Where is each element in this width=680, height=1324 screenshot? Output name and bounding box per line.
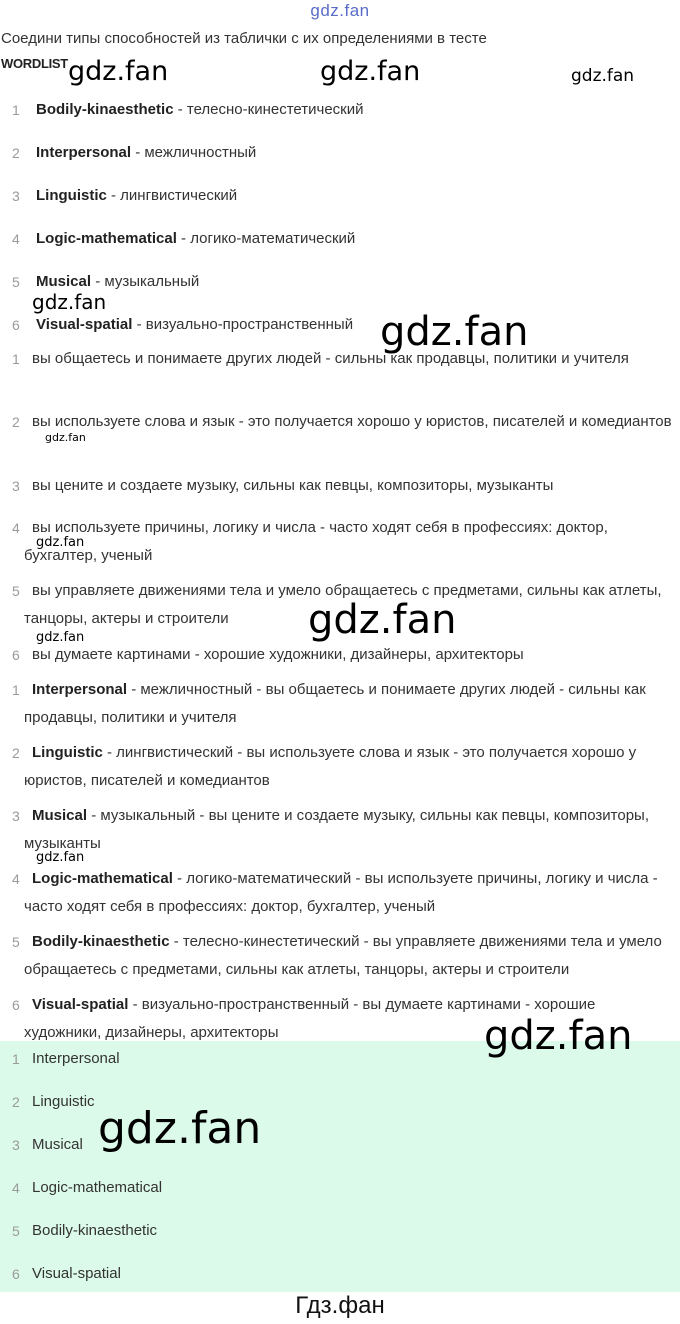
- watermark: gdz.fan: [484, 1013, 633, 1059]
- item-number: 2: [12, 414, 20, 430]
- word-translation: - музыкальный: [91, 273, 200, 290]
- item-number: 1: [12, 682, 20, 698]
- answer-text: Bodily-kinaesthetic: [32, 1222, 158, 1239]
- watermark: gdz.fan: [68, 56, 169, 87]
- item-number: 2: [12, 745, 20, 761]
- definition-text: вы думаете картинами - хорошие художники, дизайнеры, архитекторы: [32, 646, 524, 663]
- word-translation: - визуально-пространственный: [132, 316, 354, 333]
- item-number: 2: [12, 145, 20, 161]
- match-text: - визуально-пространственный - вы думаете картинами - хорошие художники, дизайнеры, архитекторы: [24, 996, 596, 1041]
- word-translation: - лингвистический: [106, 187, 238, 204]
- word-term: Linguistic: [36, 187, 107, 204]
- watermark: gdz.fan: [571, 66, 635, 86]
- watermark: gdz.fan: [36, 535, 85, 550]
- match-text: - логико-математический - вы используете причины, логику и числа - часто ходят себя в профессиях: доктор, бухгалтер, ученый: [24, 870, 658, 915]
- watermark: gdz.fan: [36, 630, 85, 645]
- answer-text: Linguistic: [32, 1093, 95, 1110]
- item-number: 5: [12, 934, 20, 950]
- match-term: Interpersonal: [32, 681, 128, 698]
- item-number: 1: [12, 1051, 20, 1067]
- definition-text: вы общаетесь и понимаете других людей - сильны как продавцы, политики и учителя: [32, 350, 629, 367]
- match-term: Linguistic: [32, 744, 103, 761]
- item-number: 3: [12, 188, 20, 204]
- item-number: 4: [12, 231, 20, 247]
- item-number: 6: [12, 647, 20, 663]
- match-text: - лингвистический - вы используете слова и язык - это получается хорошо у юристов, писателей и комедиантов: [24, 744, 637, 789]
- site-logo: gdz.fan: [310, 1, 370, 20]
- item-number: 6: [12, 1266, 20, 1282]
- word-term: Logic-mathematical: [36, 230, 177, 247]
- word-term: Bodily-kinaesthetic: [36, 101, 174, 118]
- item-number: 4: [12, 871, 20, 887]
- match-text: - телесно-кинестетический - вы управляете движениями тела и умело обращаетесь с предметами, сильны как атлеты, танцоры, актеры и строители: [24, 933, 662, 978]
- watermark: gdz.fan: [32, 290, 107, 314]
- word-term: Interpersonal: [36, 144, 132, 161]
- item-number: 1: [12, 102, 20, 118]
- item-number: 5: [12, 274, 20, 290]
- watermark: gdz.fan: [320, 56, 421, 87]
- match-text: - межличностный - вы общаетесь и понимаете других людей - сильны как продавцы, политики и учителя: [24, 681, 646, 726]
- item-number: 3: [12, 1137, 20, 1153]
- site-footer: Гдз.фан: [295, 1292, 385, 1319]
- item-number: 6: [12, 317, 20, 333]
- word-translation: - межличностный: [131, 144, 257, 161]
- item-number: 5: [12, 583, 20, 599]
- definition-text: вы цените и создаете музыку, сильны как певцы, композиторы, музыканты: [32, 477, 554, 494]
- watermark: gdz.fan: [45, 431, 86, 444]
- item-number: 4: [12, 520, 20, 536]
- wordlist-label: WORDLIST: [1, 56, 68, 71]
- match-term: Visual-spatial: [32, 996, 129, 1013]
- word-term: Visual-spatial: [36, 316, 133, 333]
- definition-text: вы используете слова и язык - это получается хорошо у юристов, писателей и комедиантов: [32, 413, 672, 430]
- answer-text: Logic-mathematical: [32, 1179, 163, 1196]
- definition-text: вы используете причины, логику и числа - часто ходят себя в профессиях: доктор, бухгалтер, ученый: [24, 519, 608, 564]
- answer-text: Interpersonal: [32, 1050, 120, 1067]
- answer-text: Musical: [32, 1136, 83, 1153]
- item-number: 3: [12, 808, 20, 824]
- definition-text: вы управляете движениями тела и умело обращаетесь с предметами, сильны как атлеты, танцоры, актеры и строители: [24, 582, 662, 627]
- match-term: Bodily-kinaesthetic: [32, 933, 170, 950]
- item-number: 1: [12, 351, 20, 367]
- match-text: - музыкальный - вы цените и создаете музыку, сильны как певцы, композиторы, музыканты: [24, 807, 649, 852]
- answer-block: [0, 1041, 680, 1292]
- item-number: 5: [12, 1223, 20, 1239]
- answer-text: Visual-spatial: [32, 1265, 121, 1282]
- word-translation: - телесно-кинестетический: [173, 101, 364, 118]
- item-number: 3: [12, 478, 20, 494]
- watermark: gdz.fan: [36, 850, 85, 865]
- match-term: Logic-mathematical: [32, 870, 173, 887]
- item-number: 6: [12, 997, 20, 1013]
- item-number: 2: [12, 1094, 20, 1110]
- match-term: Musical: [32, 807, 88, 824]
- watermark: gdz.fan: [98, 1103, 262, 1154]
- item-number: 4: [12, 1180, 20, 1196]
- watermark: gdz.fan: [380, 309, 529, 355]
- word-translation: - логико-математический: [176, 230, 356, 247]
- task-heading: Соедини типы способностей из таблички с их определениями в тесте: [1, 30, 487, 47]
- word-term: Musical: [36, 273, 92, 290]
- watermark: gdz.fan: [308, 597, 457, 643]
